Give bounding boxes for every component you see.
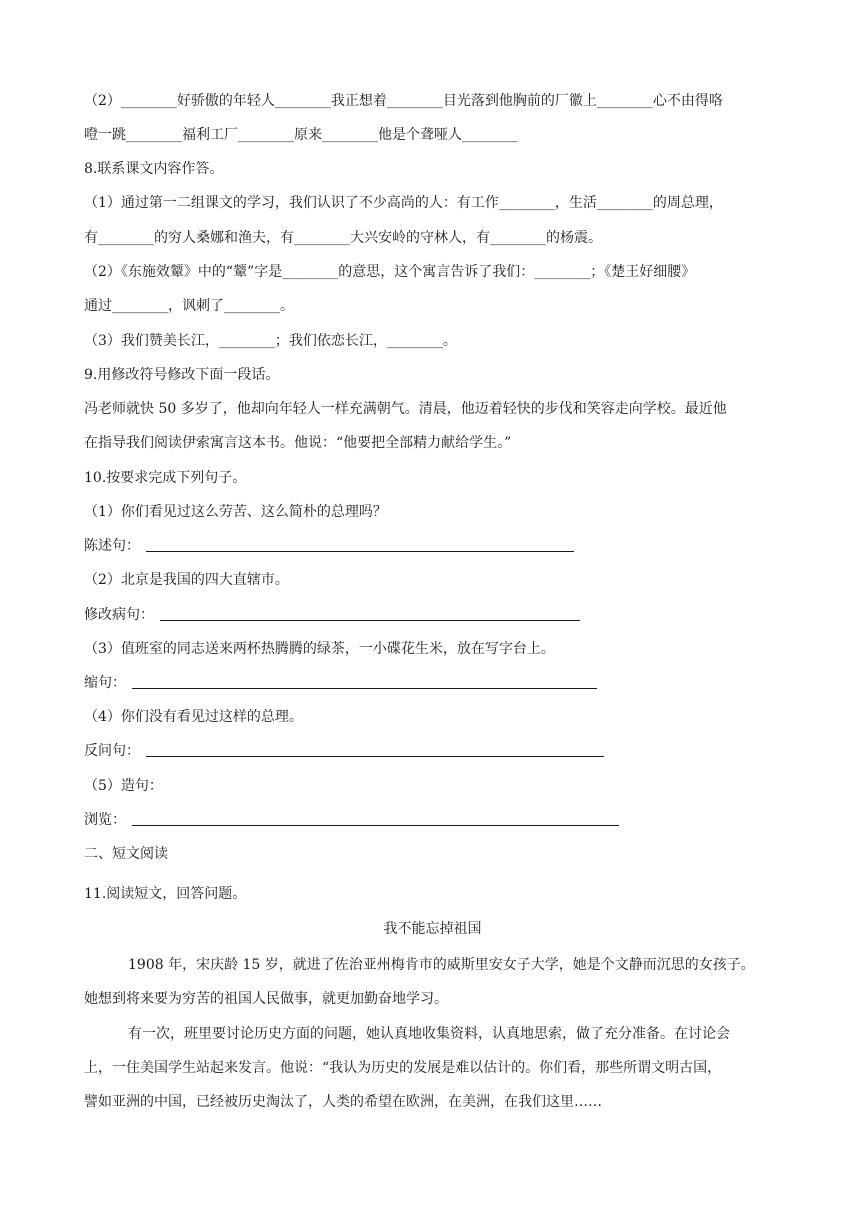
- q10-item4-prompt: （4）你们没有看见过这样的总理。: [84, 709, 303, 725]
- section2-heading: 二、短文阅读: [84, 846, 168, 862]
- q10-item4-answer-line[interactable]: [146, 755, 604, 757]
- q10-item2-prompt: （2）北京是我国的四大直辖市。: [84, 572, 289, 588]
- q10-item1-answer-line[interactable]: [146, 550, 574, 552]
- q8-part2-line2: 通过________，讽刺了________。: [84, 298, 294, 314]
- q10-item2-label: 修改病句：: [84, 607, 154, 623]
- passage-p1-line1: 1908 年，宋庆龄 15 岁，就进了佐治亚州梅肯市的威斯里安女子大学，她是个文静而沉思的女孩子。: [128, 957, 755, 973]
- q10-item3-label: 缩句：: [84, 675, 126, 691]
- q9-text-line1: 冯老师就快 50 多岁了，他却向年轻人一样充满朝气。清晨，他迈着轻快的步伐和笑容走向学校。最近他: [84, 401, 727, 417]
- q8-part1-line1: （1）通过第一二组课文的学习，我们认识了不少高尚的人：有工作________，生活________的周总理，: [84, 195, 723, 211]
- q10-item5-answer-line[interactable]: [132, 824, 619, 826]
- q10-item5-label: 浏览：: [84, 812, 126, 828]
- q7-part2-line2: 噔一跳________福利工厂________原来________他是个聋哑人________: [84, 127, 518, 143]
- q8-heading: 8.联系课文内容作答。: [84, 161, 224, 177]
- passage-p2-line2: 上，一住美国学生站起来发言。他说：“我认为历史的发展是难以估计的。你们看，那些所谓文明古国，: [84, 1060, 722, 1076]
- q9-text-line2: 在指导我们阅读伊索寓言这本书。他说：“他要把全部精力献给学生。”: [84, 435, 512, 451]
- passage-p2-line1: 有一次，班里要讨论历史方面的问题，她认真地收集资料，认真地思索，做了充分准备。在讨论会: [128, 1026, 730, 1042]
- q11-heading: 11.阅读短文，回答问题。: [84, 886, 247, 902]
- q10-item2-answer-line[interactable]: [160, 619, 580, 621]
- q10-item1-label: 陈述句：: [84, 538, 140, 554]
- passage-p2-line3: 譬如亚洲的中国，已经被历史淘汰了，人类的希望在欧洲，在美洲，在我们这里……: [84, 1094, 602, 1110]
- q8-part2-line1: （2）《东施效颦》中的“颦”字是________的意思，这个寓言告诉了我们：________；《楚王好细腰》: [84, 264, 696, 280]
- q8-part3: （3）我们赞美长江，________；我们依恋长江，________。: [84, 333, 457, 349]
- q10-item3-prompt: （3）值班室的同志送来两杯热腾腾的绿茶，一小碟花生米，放在写字台上。: [84, 641, 555, 657]
- q10-item3-answer-line[interactable]: [132, 687, 597, 689]
- q10-item1-prompt: （1）你们看见过这么劳苦、这么简朴的总理吗？: [84, 504, 387, 520]
- q8-part1-line2: 有________的穷人桑娜和渔夫，有________大兴安岭的守林人，有________的杨震。: [84, 230, 602, 246]
- passage-p1-line2: 她想到将来要为穷苦的祖国人民做事，就更加勤奋地学习。: [84, 991, 448, 1007]
- q7-part2-line1: （2）________好骄傲的年轻人________我正想着________目光落到他胸前的厂徽上________心不由得咯: [84, 93, 723, 109]
- q10-item5-prompt: （5）造句：: [84, 778, 163, 794]
- q10-heading: 10.按要求完成下列句子。: [84, 470, 247, 486]
- q9-heading: 9.用修改符号修改下面一段话。: [84, 367, 280, 383]
- passage-title: 我不能忘掉祖国: [383, 921, 482, 937]
- q10-item4-label: 反问句：: [84, 743, 140, 759]
